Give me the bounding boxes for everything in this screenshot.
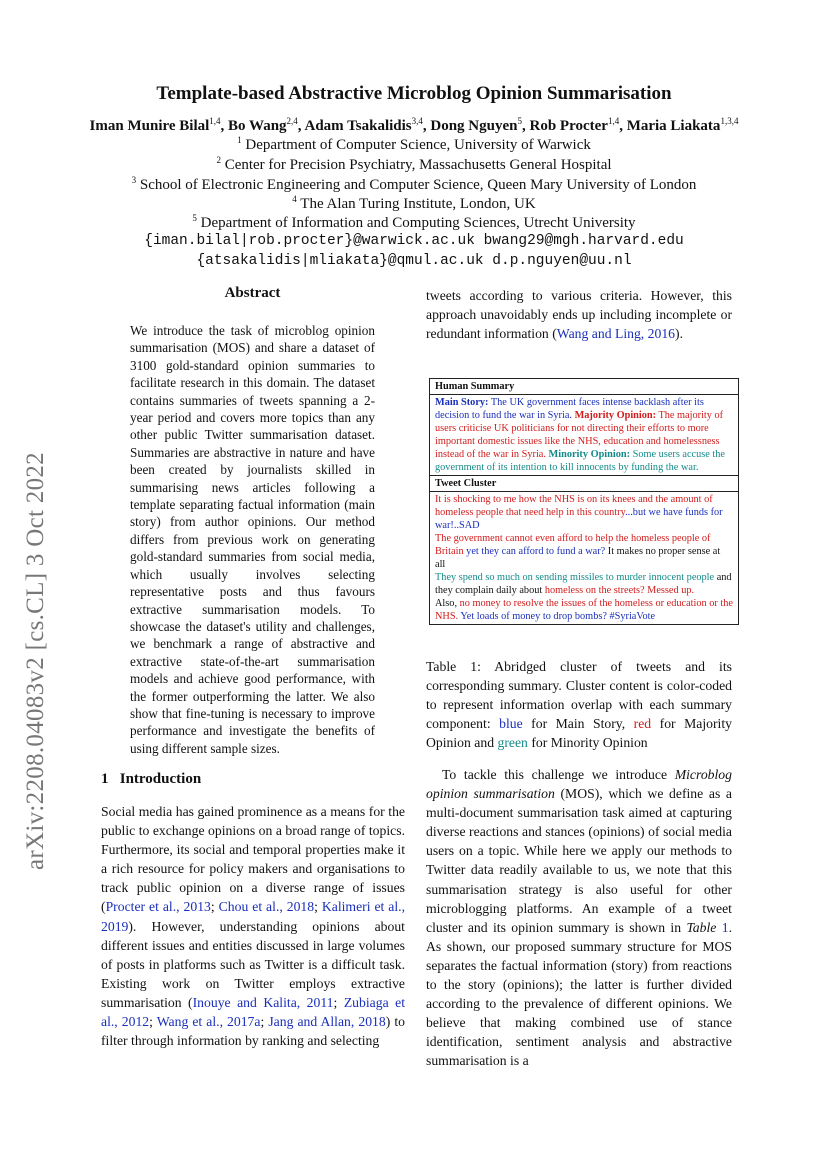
body-text: (MOS), which we define as a multi-document summarisation task aimed at capturing diverse reactions and stances (opinions) of social media users on a topic. While here we apply our methods to Twitter data readily available to us, we note that this summarisation strategy is also useful for other microblogging platforms. An example of a tweet cluster and its opinion summary is shown in: [426, 786, 732, 935]
section-number: 1: [101, 771, 109, 787]
affiliation: [0, 213, 828, 232]
citation-link[interactable]: Zubiaga et al., 2012: [101, 994, 405, 1030]
body-text: . As shown, our proposed summary structure for MOS separates the factual information (story) from reactions to the story (opinions); the latter is further divided according to the prevalence of different opinions. We believe that making combined use of stance identification, sentiment analysis and abstractive summarisation is a: [426, 919, 732, 1069]
body-text: ) to filter through information by ranking and selecting: [101, 1014, 405, 1049]
abstract-text: We introduce the task of microblog opinion summarisation (MOS) and share a dataset of 3100 gold-standard opinion summaries to facilitate research in this domain. The dataset contains summaries of tweets spanning a 2-year period and covers more topics than any other public Twitter summarisation dataset. Summaries are abstractive in nature and have been created by journalists skilled in summarising news articles following a template separating factual information (main story) from author opinions. Our method differs from previous work on generating gold-standard summaries from social media, which usually involves selecting representative posts and thus favours extractive summarisation models. To showcase the dataset's utility and challenges, we benchmark a range of abstractive and extractive state-of-the-art summarisation models and achieve good performance, with the former outperforming the latter. We also show that fine-tuning is necessary to improve performance and investigate the benefits of using different sample sizes.: [130, 323, 375, 756]
citation-link[interactable]: Kalimeri et al., 2019: [101, 899, 405, 934]
caption-text: Table 1: Abridged cluster of tweets and its corresponding summary. Cluster content is color-coded to represent information overlap with each summary component:: [426, 659, 732, 732]
affiliation: [0, 194, 828, 213]
tweet-fragment: no money to resolve the issues of the homeless or education or the NHS.: [435, 598, 733, 622]
tweet-fragment: The government cannot even afford to help the homeless people of Britain: [435, 533, 711, 557]
human-summary-cell: [430, 394, 738, 475]
defined-term: Microblog opinion summarisation: [426, 767, 732, 802]
author-affiliation-marker: 2,4: [286, 116, 298, 126]
author-name: Adam Tsakalidis: [304, 118, 412, 134]
author-list: Iman Munire Bilal$^{1,4}$, Bo Wang$^{2,4}$, Adam Tsakalidis$^{3,4}$, Dong Nguyen$^5$, Rob Procter$^{1,4}$, Maria Liakata$^{1,3,4}$: [89, 116, 739, 134]
table-1-caption: [426, 657, 732, 752]
section-title: Introduction: [119, 771, 202, 787]
affiliation-text: Department of Information and Computing Sciences, Utrecht University: [200, 215, 636, 231]
author-affiliation-marker: 1,4: [209, 116, 221, 126]
table-reference-link[interactable]: 1: [721, 919, 729, 935]
tweet: [435, 597, 733, 623]
table-1: [429, 378, 739, 625]
author-name: Dong Nguyen: [430, 118, 518, 134]
tweet-fragment: and they complain daily about: [435, 572, 732, 596]
intro-paragraph-continued: [426, 286, 732, 343]
affiliation-number: 5: [192, 213, 197, 223]
arxiv-identifier: arXiv:2208.04083v2 [cs.CL] 3 Oct 2022: [22, 452, 49, 870]
tweet: [435, 571, 733, 597]
table-reference-word: Table: [686, 919, 717, 935]
tweet-fragment: Yet loads of money to drop bombs? #SyriaVote: [458, 611, 656, 622]
author-affiliation-marker: 5: [517, 116, 522, 126]
citation-link[interactable]: Jang and Allan, 2018: [268, 1014, 386, 1030]
citation-link[interactable]: Wang et al., 2017a: [156, 1014, 261, 1030]
affiliation-number: 1: [237, 135, 242, 145]
author-name: Rob Procter: [529, 118, 608, 134]
caption-text: for Main Story,: [522, 716, 634, 732]
minority-opinion-label: Minority Opinion:: [548, 449, 631, 460]
caption-color-word: green: [497, 735, 528, 751]
tweet-fragment: ...but we have funds for war!..SAD: [435, 507, 723, 531]
affiliation-text: The Alan Turing Institute, London, UK: [300, 196, 536, 212]
author-affiliation-marker: 3,4: [411, 116, 423, 126]
tweet: [435, 493, 733, 532]
citation-link[interactable]: Chou et al., 2018: [218, 899, 315, 915]
caption-text: for Majority Opinion and: [426, 716, 732, 751]
minority-opinion-text: Some users accuse the government of its intention to kill innocents by funding the war.: [435, 449, 725, 473]
body-text: tweets according to various criteria. However, this approach unavoidably ends up including incomplete or redundant information (: [426, 288, 732, 342]
affiliation: [0, 135, 828, 154]
affiliation-number: 3: [131, 175, 137, 185]
body-text: ).: [675, 326, 684, 342]
citation-link[interactable]: Inouye and Kalita, 2011: [192, 994, 334, 1010]
abstract-heading: Abstract: [224, 285, 281, 301]
author-affiliation-marker: 1,3,4: [720, 116, 739, 126]
main-story-label: Main Story:: [435, 397, 489, 408]
affiliation: [0, 155, 828, 174]
body-text: ). However, understanding opinions about different issues and entities discussed in large volumes of posts in platforms such as Twitter is a difficult task. Existing work on Twitter employs extractive summarisation (: [101, 918, 405, 1010]
email-line: {iman.bilal|rob.procter}@warwick.ac.uk bwang29@mgh.harvard.edu: [144, 233, 684, 249]
citation-link[interactable]: Wang and Ling, 2016: [556, 326, 676, 342]
affiliation-text: Department of Computer Science, University of Warwick: [245, 137, 591, 153]
author-affiliation-marker: 1,4: [607, 116, 620, 126]
table-header-tweet-cluster: Tweet Cluster: [430, 475, 738, 491]
author-name: Iman Munire Bilal: [89, 118, 210, 134]
majority-opinion-text: The majority of users criticise UK politicians for not directing their efforts to more important domestic issues like the NHS, education and homelessness instead of the war in Syria.: [435, 410, 724, 460]
caption-text: for Minority Opinion: [527, 735, 648, 751]
paper-title: Template-based Abstractive Microblog Opinion Summarisation: [156, 83, 672, 104]
author-name: Maria Liakata: [626, 118, 721, 134]
intro-paragraph: Social media has gained prominence as a means for the public to exchange opinions on a broad range of topics. Furthermore, its social and temporal properties make it a rich resource for policy makers and organisations to track public opinion on a diverse range of issues (Procter et al., 2013; Chou et al., 2018; Kalimeri et al., 2019). However, understanding opinions about different issues and entities discussed in large volumes of posts in platforms such as Twitter is a difficult task. Existing work on Twitter employs extractive summarisation (Inouye and Kalita, 2011; Zubiaga et al., 2012; Wang et al., 2017a; Jang and Allan, 2018) to filter through information by ranking and selecting: [101, 804, 405, 1049]
author-name: Bo Wang: [228, 118, 287, 134]
main-story-text: The UK government faces intense backlash after its decision to fund the war in Syria.: [435, 397, 704, 421]
tweet-fragment: homeless on the streets? Messed up.: [544, 585, 695, 596]
table-header-human-summary: Human Summary: [435, 381, 515, 392]
tweet: [435, 532, 733, 571]
body-text: Social media has gained prominence as a means for the public to exchange opinions on a broad range of topics. Furthermore, its social and temporal properties make it a rich resource for policy makers and organisations to track public opinion on a diverse range of issues (: [101, 804, 405, 915]
section-heading-introduction: [101, 771, 201, 788]
affiliation-text: School of Electronic Engineering and Computer Science, Queen Mary University of London: [139, 177, 697, 193]
majority-opinion-label: Majority Opinion:: [574, 410, 657, 421]
affiliation: [0, 175, 828, 194]
email-line: {atsakalidis|mliakata}@qmul.ac.uk d.p.nguyen@uu.nl: [196, 253, 632, 269]
citation-link[interactable]: Procter et al., 2013: [105, 899, 211, 915]
tweet-fragment: Also,: [435, 598, 460, 609]
caption-color-word: red: [633, 716, 652, 732]
affiliation-number: 2: [216, 155, 221, 165]
tweet-cluster-cell: [430, 491, 738, 624]
tweet-fragment: yet they can afford to fund a war?: [463, 546, 606, 557]
affiliation-text: Center for Precision Psychiatry, Massachusetts General Hospital: [224, 157, 612, 173]
affiliation-number: 4: [292, 194, 297, 204]
tweet-fragment: It is shocking to me how the NHS is on its knees and the amount of homeless people that need help in this country: [435, 494, 713, 518]
caption-color-word: blue: [499, 716, 523, 732]
intro-paragraph: [426, 765, 732, 1071]
tweet-fragment: It makes no proper sense at all: [435, 546, 721, 570]
body-text: To tackle this challenge we introduce: [442, 767, 675, 782]
tweet-fragment: They spend so much on sending missiles to murder innocent people: [435, 572, 715, 583]
